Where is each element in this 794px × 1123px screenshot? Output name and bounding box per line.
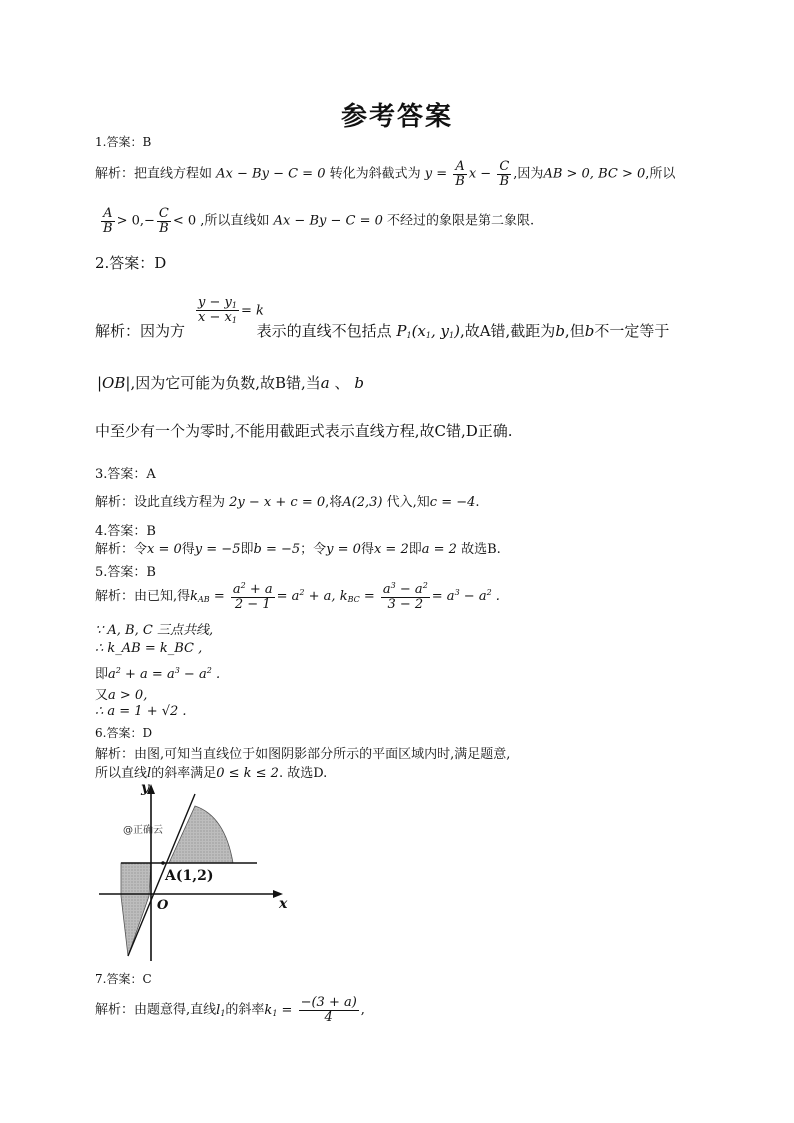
x-axis-label: x [279, 896, 288, 912]
q4-explanation: 解析：令x = 0得y = −5即b = −5；令y = 0得x = 2即a = 2 故选B. [95, 542, 501, 557]
frac-a-over-b: $\frac{A}{B}$ [455, 159, 465, 189]
q5-explanation-line4: 即$a^2 + a = a^3 - a^2$ . [95, 666, 221, 682]
q1-explanation-line1: 解析：把直线方程如 Ax − By − C = 0 转化为斜截式为 y = $\frac{A}{B}$ x − $\frac{C}{B}$ ,因为AB > 0, BC > 0,所以 [95, 159, 676, 189]
q3-answer: 3.答案：A [95, 467, 156, 482]
q2-explanation-line2: |OB|,因为它可能为负数,故B错,当a 、 b [97, 374, 364, 392]
q5-explanation-line5: 又a > 0, [95, 688, 148, 703]
q2-answer: 2.答案：D [95, 254, 167, 272]
q7-answer: 7.答案：C [95, 972, 152, 986]
q2-explanation-line3: 中至少有一个为零时,不能用截距式表示直线方程,故C错,D正确. [95, 422, 513, 440]
point-a-label: A(1,2) [165, 868, 214, 884]
q2-fraction: $\frac{y - y_1}{x - x_1}$ = k [198, 295, 264, 326]
q5-explanation-line3: ∴ k_AB = k_BC , [95, 641, 203, 656]
q5-explanation-line2: ∵ A, B, C 三点共线, [95, 623, 214, 638]
q3-explanation: 解析：设此直线方程为 2y − x + c = 0,将A(2,3) 代入,知c = −4. [95, 495, 480, 510]
y-axis-label: y [141, 780, 150, 796]
q5-answer: 5.答案：B [95, 565, 156, 580]
page-title: 参考答案 [340, 102, 453, 132]
q1-explanation-line2: $\frac{A}{B}$ > 0,− $\frac{C}{B}$ < 0 ,所以直线如 Ax − By − C = 0 不经过的象限是第二象限. [103, 206, 535, 236]
frac-c-over-b: $\frac{C}{B}$ [499, 159, 510, 189]
q7-explanation: 解析：由题意得,直线$l_1$的斜率$k_1$ = $\frac{-(3 + a)}{4}$ , [95, 995, 365, 1025]
q6-explanation-line1: 解析：由图,可知当直线位于如图阴影部分所示的平面区域内时,满足题意, [95, 747, 511, 762]
q5-explanation-line6: ∴ a = 1 + √2 . [95, 704, 187, 719]
q6-explanation-line2: 所以直线l的斜率满足0 ≤ k ≤ 2. 故选D. [95, 766, 328, 781]
watermark-text: @正确云 [123, 825, 163, 836]
q5-explanation-line1: 解析：由已知,得$k_{AB}$ = $\frac{a^2 + a}{2 - 1}$ = $a^2 + a$, $k_{BC}$ = $\frac{a^3 - a^2}{3 - 2}$ = $a^3 - a^2$ . [95, 581, 500, 612]
q6-figure [95, 776, 295, 966]
q6-answer: 6.答案：D [95, 726, 153, 740]
q2-explanation-line1: 解析：因为方 表示的直线不包括点 $P_1(x_1$, $y_1$),故A错,截距为b,但b不一定等于 [95, 322, 670, 340]
q4-answer: 4.答案：B [95, 524, 156, 539]
origin-label: O [157, 898, 169, 913]
point-a [161, 861, 165, 865]
q1-answer: 1.答案：B [95, 135, 152, 149]
